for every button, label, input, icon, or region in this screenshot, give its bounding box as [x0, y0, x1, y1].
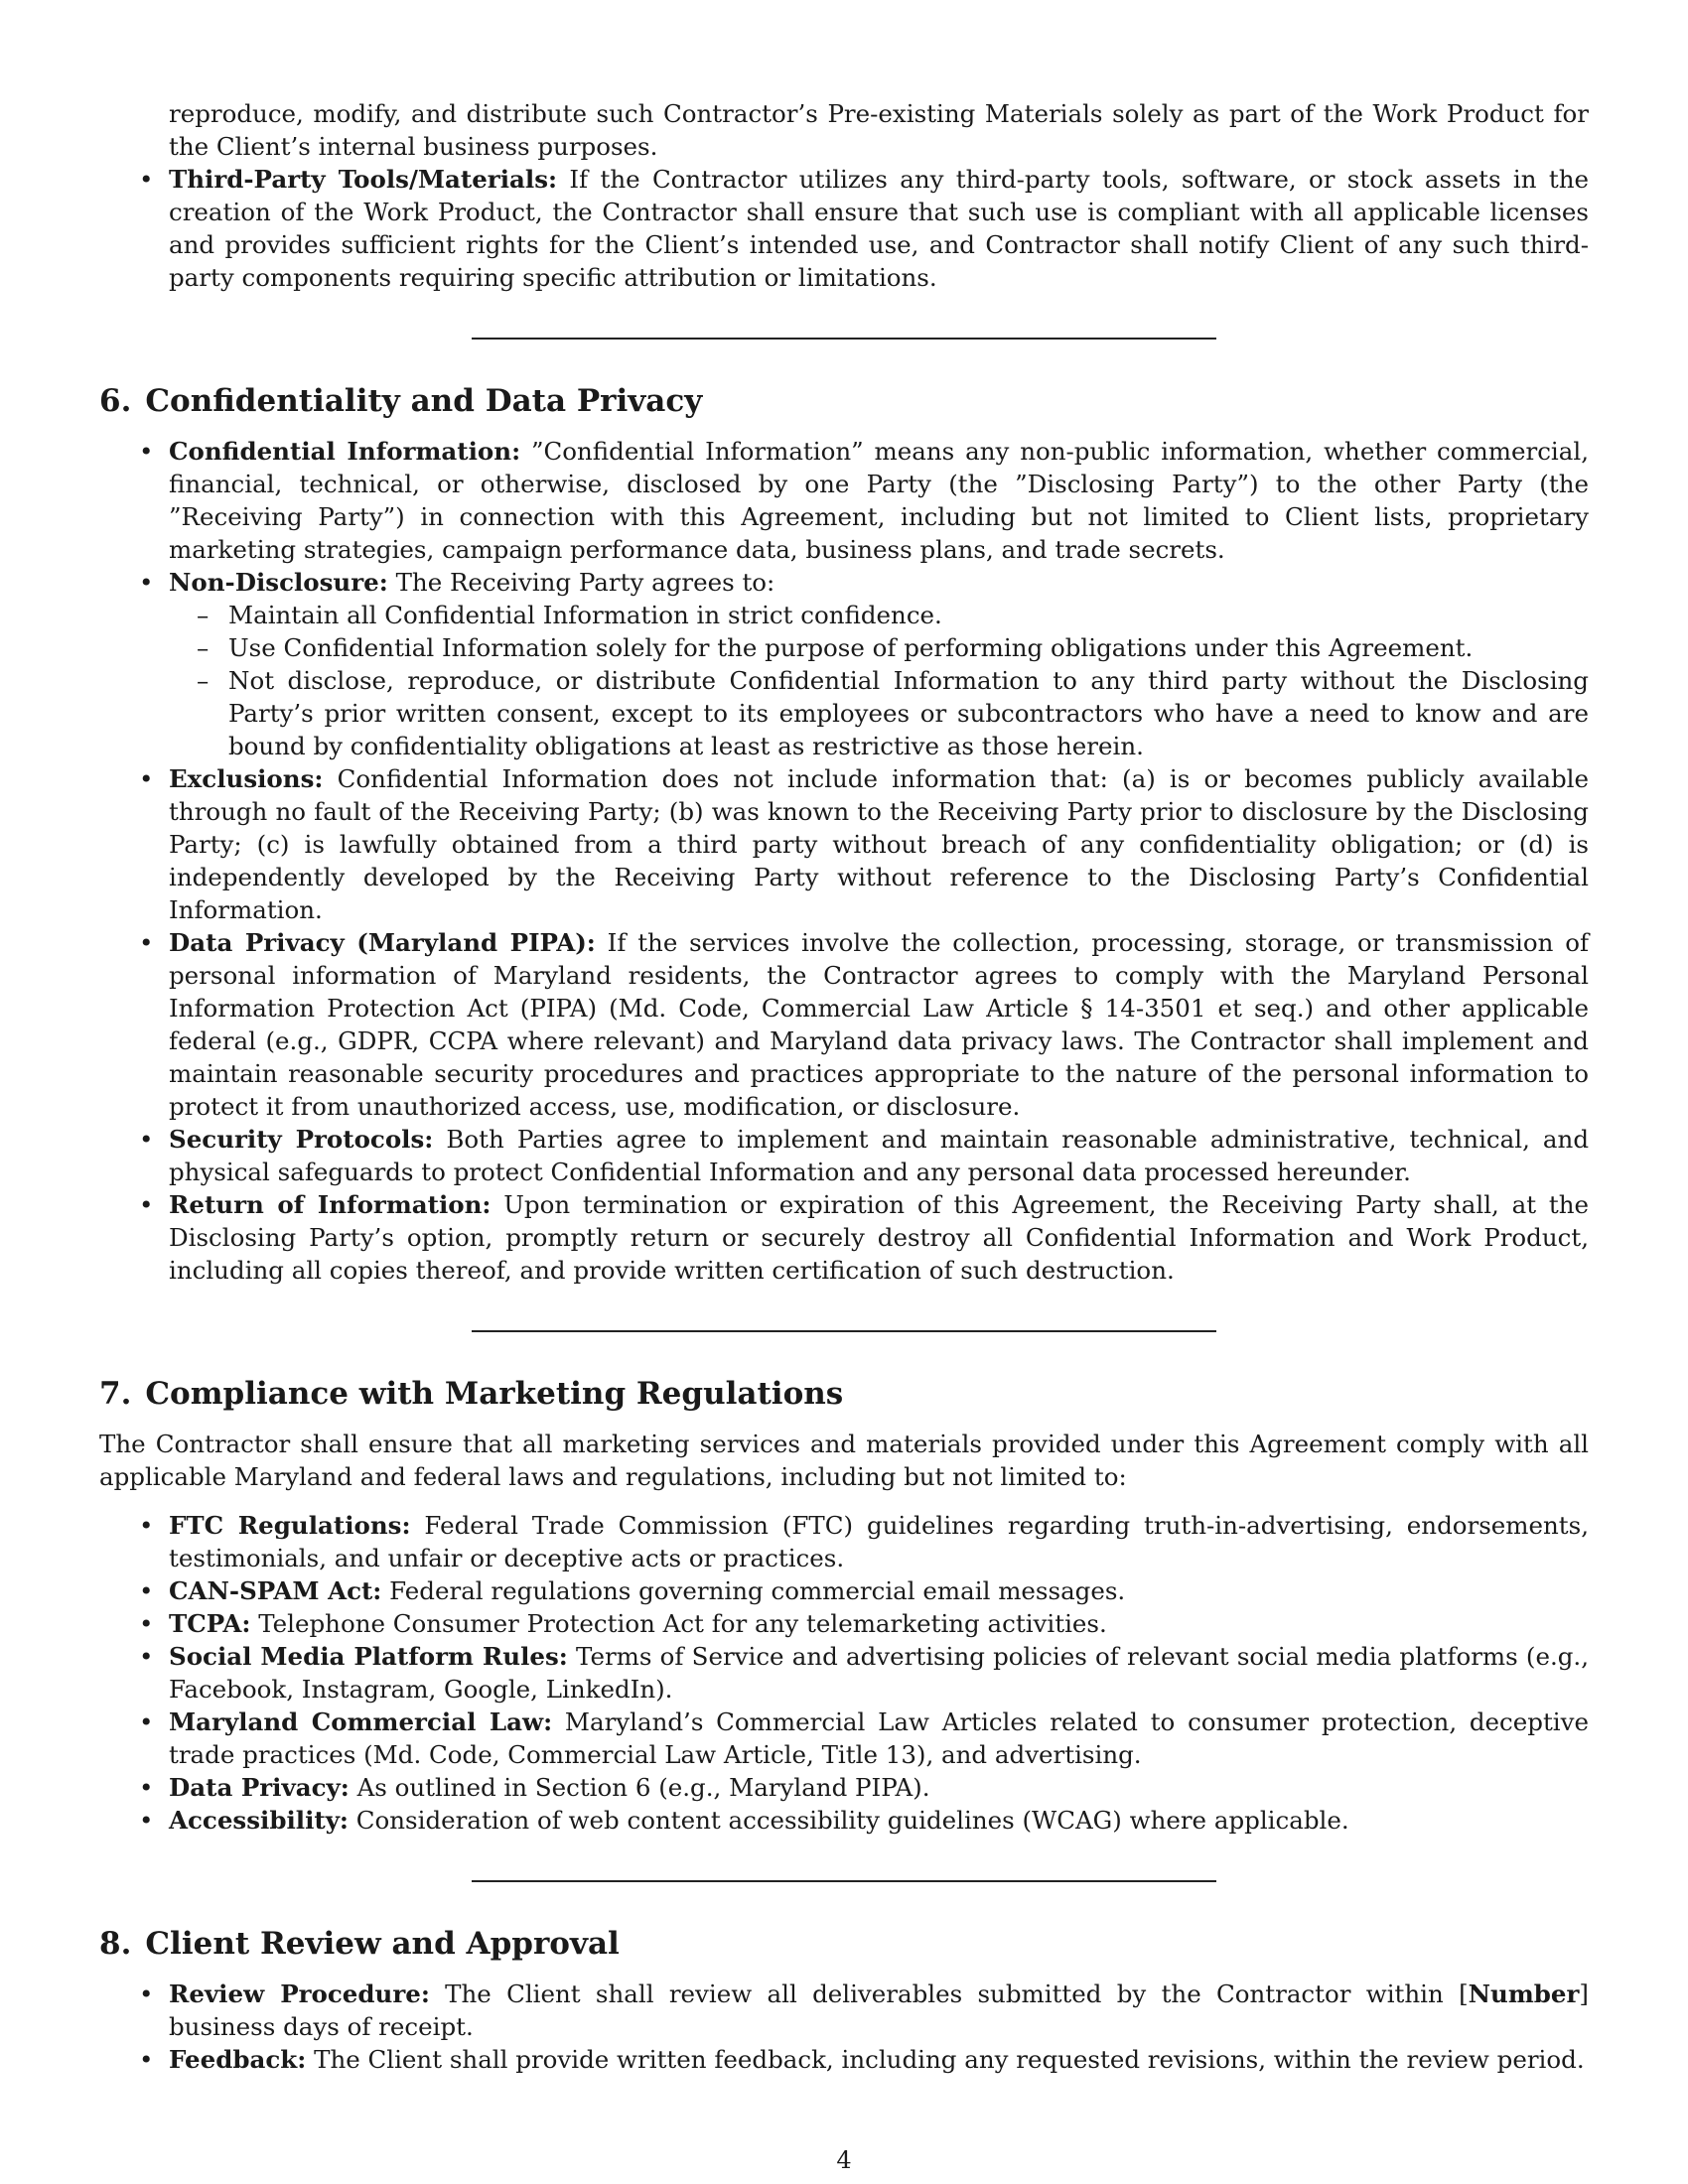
section-divider [472, 1880, 1216, 1882]
section-7-heading [99, 1374, 1589, 1414]
list-item [99, 1509, 1589, 1574]
page-number: 4 [836, 2146, 852, 2174]
item-label: Accessibility: [169, 1806, 349, 1835]
sublist-item: – Use Confidential Information solely for the purpose of performing obligations under this Agreement. [99, 631, 1589, 664]
item-label: Data Privacy: [169, 1773, 350, 1802]
section-8-list [99, 1978, 1589, 2076]
top-list [99, 97, 1589, 294]
list-item-data-privacy [99, 926, 1589, 1123]
return-text: Upon termination or expiration of this Agreement, the Receiving Party shall, at the Disclosing Party’s option, promptly return or securely destroy all Confidential Information and Work Product, including all copies thereof, and provide written certification of such destruction. [169, 1190, 1589, 1285]
item-text: Federal regulations governing commercial email messages. [381, 1576, 1126, 1605]
nondisclosure-label: Non-Disclosure: [169, 568, 388, 597]
feedback-label: Feedback: [169, 2045, 307, 2074]
list-item-feedback [99, 2043, 1589, 2076]
section-divider [472, 338, 1216, 340]
review-label: Review Procedure: [169, 1979, 430, 2008]
section-7-intro: The Contractor shall ensure that all marketing services and materials provided under this Agreement comply with all applicable Maryland and federal laws and regulations, including but not limited to: [99, 1430, 1589, 1491]
item-text: Telephone Consumer Protection Act for any telemarketing activities. [250, 1609, 1107, 1638]
return-label: Return of Information: [169, 1190, 492, 1219]
item-label: Maryland Commercial Law: [169, 1707, 553, 1736]
list-item [99, 1640, 1589, 1706]
third-party-text: If the Contractor utilizes any third-party tools, software, or stock assets in the creation of the Work Product, the Contractor shall ensure that such use is compliant with all applicable licenses and provides sufficient rights for the Client’s intended use, and Contractor shall notify Client of any such third-party components requiring specific attribution or limitations. [169, 165, 1589, 292]
item-text: Maryland’s Commercial Law Articles related to consumer protection, deceptive trade practices (Md. Code, Commercial Law Article, Title 13), and advertising. [169, 1707, 1589, 1769]
third-party-label: Third-Party Tools/Materials: [169, 165, 558, 194]
list-item-return-of-information [99, 1188, 1589, 1287]
continuation-text: reproduce, modify, and distribute such Contractor’s Pre-existing Materials solely as part of the Work Product for the Client’s internal business purposes. [169, 99, 1589, 161]
sublist-item: – Maintain all Confidential Information in strict confidence. [99, 599, 1589, 631]
nondisclosure-text: The Receiving Party agrees to: [387, 568, 775, 597]
list-item [99, 1607, 1589, 1640]
item-label: CAN-SPAM Act: [169, 1576, 382, 1605]
section-8-heading [99, 1924, 1589, 1964]
sublist-item: – Not disclose, reproduce, or distribute Confidential Information to any third party without the Disclosing Party’s prior written consent, except to its employees or subcontractors who have a need to know and are bound by confidentiality obligations at least as restrictive as those herein. [99, 664, 1589, 762]
document-page [99, 97, 1589, 2076]
exclusions-label: Exclusions: [169, 764, 324, 793]
list-item-non-disclosure [99, 566, 1589, 599]
confidential-text: ”Confidential Information” means any non-public information, whether commercial, financial, technical, or otherwise, disclosed by one Party (the ”Disclosing Party”) to the other Party (the ”Receiving Party”) in connection with this Agreement, including but not limited to Client lists, proprietary marketing strategies, campaign performance data, business plans, and trade secrets. [169, 437, 1589, 564]
list-item-confidential-information [99, 435, 1589, 566]
section-8-number: 8. [99, 1926, 132, 1962]
list-item [99, 1804, 1589, 1837]
security-label: Security Protocols: [169, 1125, 434, 1154]
review-text-before: The Client shall review all deliverables submitted by the Contractor within [ [429, 1979, 1469, 2008]
item-text: Federal Trade Commission (FTC) guidelines regarding truth-in-advertising, endorsements, testimonials, and unfair or deceptive acts or practices. [169, 1511, 1590, 1572]
list-item-third-party [99, 163, 1589, 294]
list-item-review-procedure [99, 1978, 1589, 2043]
item-label: Social Media Platform Rules: [169, 1642, 568, 1671]
section-8-title: Client Review and Approval [145, 1926, 620, 1962]
item-label: FTC Regulations: [169, 1511, 411, 1540]
privacy-text: If the services involve the collection, processing, storage, or transmission of personal information of Maryland residents, the Contractor agrees to comply with the Maryland Personal Information Protection Act (PIPA) (Md. Code, Commercial Law Article § 14-3501 et seq.) and other applicable federal (e.g., GDPR, CCPA where relevant) and Maryland data privacy laws. The Contractor shall implement and maintain reasonable security procedures and practices appropriate to the nature of the personal information to protect it from unauthorized access, use, modification, or disclosure. [169, 928, 1590, 1121]
list-item-exclusions [99, 762, 1589, 926]
section-7-list [99, 1509, 1589, 1837]
item-text: As outlined in Section 6 (e.g., Maryland PIPA). [349, 1773, 930, 1802]
privacy-label: Data Privacy (Maryland PIPA): [169, 928, 596, 957]
item-text: Terms of Service and advertising policies of relevant social media platforms (e.g., Facebook, Instagram, Google, LinkedIn). [169, 1642, 1590, 1704]
exclusions-text: Confidential Information does not include information that: (a) is or becomes publicly available through no fault of the Receiving Party; (b) was known to the Receiving Party prior to disclosure by the Disclosing Party; (c) is lawfully obtained from a third party without breach of any confidentiality obligation; or (d) is independently developed by the Receiving Party without reference to the Disclosing Party’s Confidential Information. [169, 764, 1589, 924]
section-6-list [99, 435, 1589, 1287]
list-item [99, 1771, 1589, 1804]
list-item [99, 1574, 1589, 1607]
section-divider [472, 1330, 1216, 1332]
section-7-title: Compliance with Marketing Regulations [145, 1376, 844, 1412]
section-6-title: Confidentiality and Data Privacy [145, 383, 703, 419]
item-text: Consideration of web content accessibility guidelines (WCAG) where applicable. [348, 1806, 1349, 1835]
list-item [99, 1706, 1589, 1771]
number-placeholder: Number [1468, 1979, 1580, 2008]
security-text: Both Parties agree to implement and maintain reasonable administrative, technical, and physical safeguards to protect Confidential Information and any personal data processed hereunder. [169, 1125, 1590, 1186]
list-item-security-protocols [99, 1123, 1589, 1188]
confidential-label: Confidential Information: [169, 437, 521, 466]
item-label: TCPA: [169, 1609, 251, 1638]
section-6-heading [99, 381, 1589, 421]
section-7-number: 7. [99, 1376, 132, 1412]
review-text-after: ] business days of receipt. [169, 1979, 1589, 2041]
feedback-text: The Client shall provide written feedback, including any requested revisions, within the review period. [306, 2045, 1585, 2074]
list-item-continuation [99, 97, 1589, 163]
section-6-number: 6. [99, 383, 132, 419]
